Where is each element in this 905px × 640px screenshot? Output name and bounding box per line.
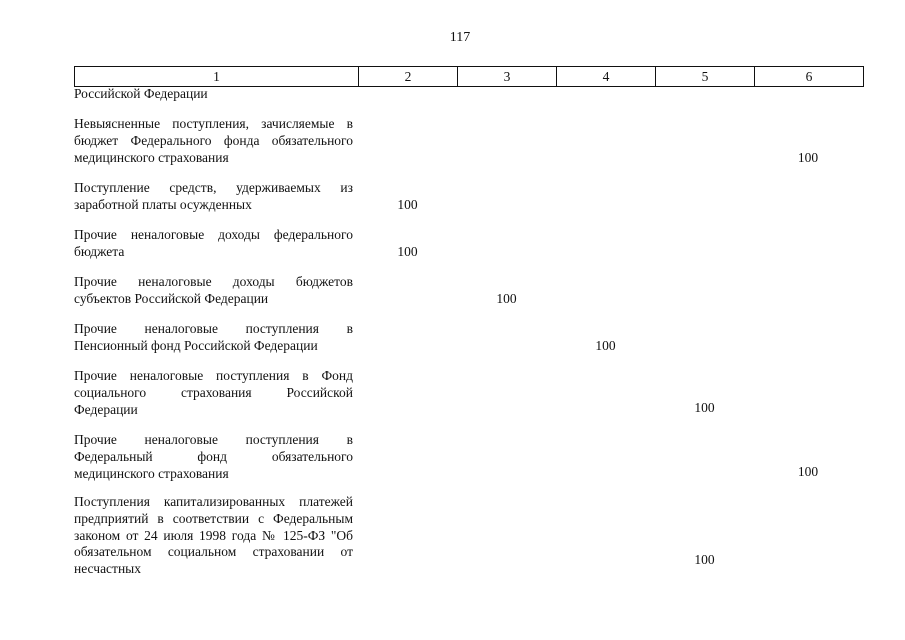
- row-value: 100: [694, 552, 715, 567]
- row-value: 100: [595, 338, 616, 353]
- row-label: Прочие неналоговые поступления в Федеральный фонд обязательного медицинского страхования: [74, 432, 353, 481]
- row-label: Прочие неналоговые доходы бюджетов субъектов Российской Федерации: [74, 274, 353, 306]
- table-row: [74, 368, 862, 420]
- table-row: [74, 116, 862, 168]
- row-value: 100: [496, 291, 517, 306]
- row-label: Прочие неналоговые поступления в Пенсионный фонд Российской Федерации: [74, 321, 353, 353]
- header-cell-6: 6: [805, 69, 813, 84]
- row-value: 100: [694, 400, 715, 415]
- header-cell-5: 5: [656, 67, 755, 86]
- row-label: Прочие неналоговые поступления в Фонд социального страхования Российской Федерации: [74, 368, 353, 417]
- row-value: 100: [397, 197, 418, 212]
- table-row: [74, 494, 862, 580]
- header-cell-4: 4: [557, 67, 656, 86]
- table-row: [74, 227, 862, 263]
- row-label: Российской Федерации: [74, 86, 208, 101]
- header-cell-2: 2: [359, 67, 458, 86]
- row-label: Поступления капитализированных платежей предприятий в соответствии с Федеральным законом от 24 июля 1998 года № 125-ФЗ "Об обязательном социальном страховании от несчастных: [74, 494, 353, 577]
- row-label: Прочие неналоговые доходы федерального бюджета: [74, 227, 353, 259]
- header-cell-3: 3: [458, 67, 557, 86]
- page-number: 117: [449, 30, 471, 45]
- row-value: 100: [397, 244, 418, 259]
- row-value: 100: [797, 464, 819, 479]
- table-row: [74, 86, 862, 104]
- table-row: [74, 321, 862, 357]
- row-label: Поступление средств, удерживаемых из заработной платы осужденных: [74, 180, 353, 212]
- row-value: 100: [797, 150, 819, 165]
- table-header-row: [74, 66, 864, 87]
- header-cell-1: 1: [75, 67, 359, 86]
- table-row: [74, 274, 862, 310]
- table-row: [74, 180, 862, 216]
- table-row: [74, 432, 862, 484]
- row-label: Невыясненные поступления, зачисляемые в бюджет Федерального фонда обязательного медицинского страхования: [74, 116, 353, 165]
